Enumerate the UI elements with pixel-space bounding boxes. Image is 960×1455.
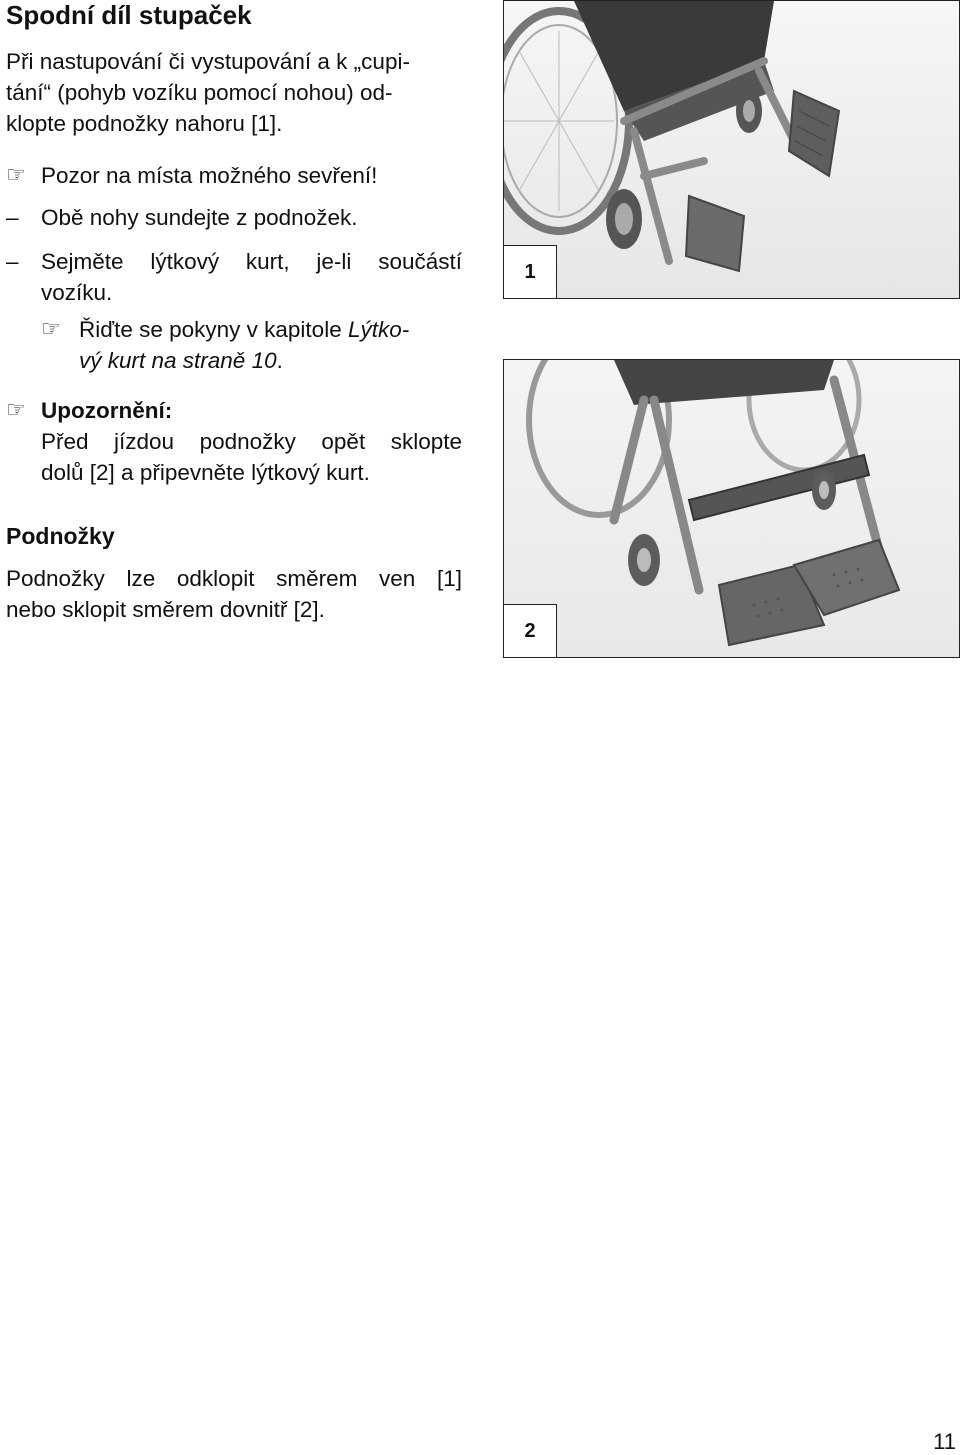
figure-label: 2 <box>503 604 557 658</box>
caution-item <box>6 160 462 191</box>
step-text <box>41 246 462 277</box>
wheelchair-lowered-illustration <box>504 360 959 657</box>
intro-line: Při nastupování či vystupování a k „cupi- <box>6 49 410 74</box>
reference-chapter-link: vý kurt na straně 10 <box>79 348 277 373</box>
text-column <box>6 0 462 622</box>
intro-line: klopte podnožky nahoru [1]. <box>6 111 283 136</box>
step-item <box>6 202 462 233</box>
wheelchair-raised-illustration <box>504 1 959 298</box>
pointing-hand-icon: ☞ <box>6 163 26 188</box>
subsection-line: Podnožky lze odklopit směrem ven [1] <box>6 566 462 591</box>
reference-period: . <box>276 348 283 373</box>
wheelchair-photo-lowered-footrests <box>503 359 960 658</box>
reference-line-part: Řiďte se pokyny v kapitole <box>79 317 348 342</box>
note-line: Před jízdou podnožky opět sklopte <box>41 429 462 454</box>
note-line: dolů [2] a připevněte lýtkový kurt. <box>41 460 370 485</box>
subsection-line: nebo sklopit směrem dovnitř [2]. <box>6 597 325 622</box>
wheelchair-photo-raised-footrests <box>503 0 960 299</box>
step-line: vozíku. <box>41 280 113 305</box>
caution-text: Pozor na místa možného sevření! <box>41 163 378 188</box>
intro-line: tání“ (pohyb vozíku pomocí nohou) od- <box>6 80 393 105</box>
pointing-hand-icon: ☞ <box>41 317 61 342</box>
note-item <box>6 395 462 488</box>
step-line: Sejměte lýtkový kurt, je-li součástí <box>41 249 462 274</box>
reference-chapter-link: Lýtko- <box>347 317 410 342</box>
intro-paragraph <box>6 46 462 139</box>
section-title: Spodní díl stupaček <box>6 0 252 30</box>
figure-label: 1 <box>503 245 557 299</box>
dash-bullet: – <box>6 249 19 274</box>
dash-bullet: – <box>6 205 19 230</box>
page-number: 11 <box>933 1429 956 1454</box>
subsection-paragraph <box>6 563 462 625</box>
step-text: Obě nohy sundejte z podnožek. <box>41 205 358 230</box>
note-body <box>41 395 462 488</box>
subsection-title: Podnožky <box>6 523 115 549</box>
reference-item <box>41 314 462 376</box>
note-title: Upozornění: <box>41 398 173 423</box>
pointing-hand-icon: ☞ <box>6 398 26 423</box>
reference-text <box>79 314 462 376</box>
step-item <box>6 246 462 308</box>
